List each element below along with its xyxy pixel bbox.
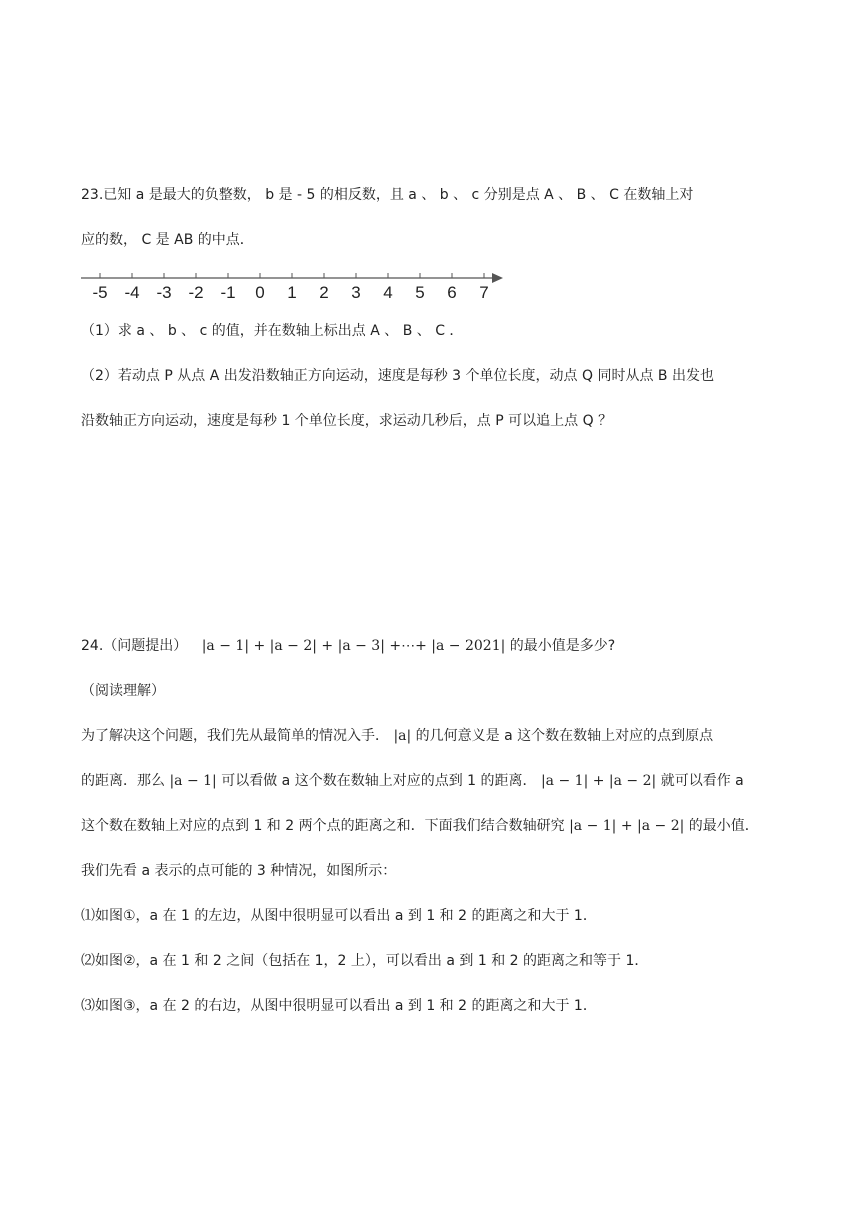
q24-p3-text-b: 的最小值． — [684, 818, 759, 834]
number-line-tick-label: -5 — [92, 283, 108, 302]
q24-paragraph-line-1 — [81, 726, 713, 746]
q24-p1-text-a: 为了解决这个问题，我们先从最简单的情况入手． — [81, 728, 394, 744]
q24-p2-expression-1: |a − 1| — [169, 773, 217, 789]
number-line-tick-label: -1 — [220, 283, 236, 302]
q24-p3-expression: |a − 1| + |a − 2| — [569, 818, 685, 834]
q24-section-heading: （阅读理解） — [81, 683, 165, 699]
q23-part-2-line-2: 沿数轴正方向运动，速度是每秒 1 个单位长度，求运动几秒后，点 P 可以追上点 Q ？ — [81, 413, 613, 429]
q24-case-1: ⑴如图①，a 在 1 的左边，从图中很明显可以看出 a 到 1 和 2 的距离之和大于 1． — [81, 908, 597, 924]
q24-p1-text-b: 的几何意义是 a 这个数在数轴上对应的点到原点 — [411, 728, 714, 744]
number-line-tick-label: 1 — [287, 283, 297, 302]
q24-p2-expression-2: |a − 1| + |a − 2| — [540, 773, 657, 789]
q24-p3-text-a: 这个数在数轴上对应的点到 1 和 2 两个点的距离之和．下面我们结合数轴研究 — [81, 818, 570, 834]
number-line-tick-label: 5 — [415, 283, 425, 302]
q23-part-2-line-1: （2）若动点 P 从点 A 出发沿数轴正方向运动，速度是每秒 3 个单位长度，动点 Q 同时从点 B 出发也 — [81, 368, 714, 384]
q24-paragraph-line-3 — [81, 816, 759, 836]
q24-p1-expression: |a| — [393, 728, 412, 744]
number-line-tick-label: -4 — [124, 283, 140, 302]
q24-case-3: ⑶如图③，a 在 2 的右边，从图中很明显可以看出 a 到 1 和 2 的距离之和大于 1． — [81, 998, 597, 1014]
q24-p2-text-a: 的距离．那么 — [81, 773, 170, 789]
number-line-tick-label: -3 — [156, 283, 172, 302]
number-line-tick-label: 4 — [383, 283, 393, 302]
q24-p2-text-c: 就可以看作 a — [656, 773, 744, 789]
number-line-arrow-icon — [492, 273, 503, 283]
q24-paragraph-line-4: 我们先看 a 表示的点可能的 3 种情况，如图所示： — [81, 863, 397, 879]
q24-case-2: ⑵如图②，a 在 1 和 2 之间（包括在 1，2 上），可以看出 a 到 1 和 2 的距离之和等于 1． — [81, 953, 649, 969]
number-line-tick-label: 7 — [479, 283, 489, 302]
q24-paragraph-line-2 — [81, 771, 744, 791]
number-line-tick-label: 0 — [255, 283, 265, 302]
number-line-tick-label: 6 — [447, 283, 457, 302]
number-line-tick-label: 2 — [319, 283, 329, 302]
q24-p2-text-b: 可以看做 a 这个数在数轴上对应的点到 1 的距离． — [216, 773, 541, 789]
q23-part-1: （1）求 a 、 b 、 c 的值，并在数轴上标出点 A 、 B 、 C ． — [81, 323, 464, 339]
q23-line-2: 应的数， C 是 AB 的中点． — [81, 232, 254, 248]
q24-title-suffix: 的最小值是多少? — [509, 638, 616, 654]
q24-title — [81, 636, 615, 656]
q23-line-1: 23.已知 a 是最大的负整数， b 是 - 5 的相反数，且 a 、 b 、 c 分别是点 A 、 B 、 C 在数轴上对 — [81, 187, 694, 203]
q24-title-prefix: 24.（问题提出） — [81, 638, 188, 654]
number-line-tick-label: -2 — [188, 283, 204, 302]
q24-title-expression: |a − 1| + |a − 2| + |a − 3| +⋯+ |a − 2021| — [201, 638, 506, 654]
number-line-tick-label: 3 — [351, 283, 361, 302]
